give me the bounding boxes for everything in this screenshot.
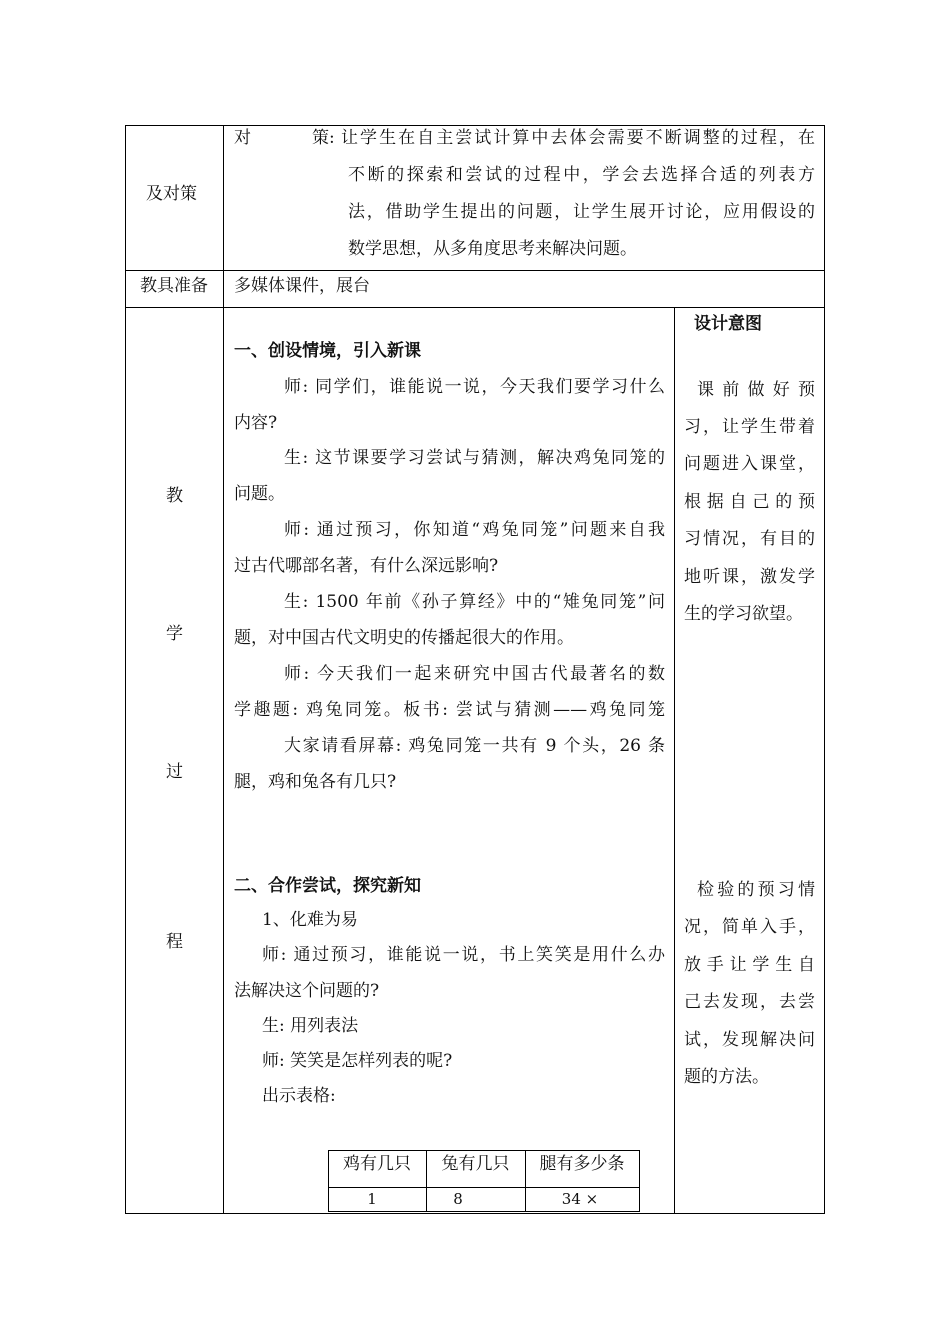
section1-line-3: 生: 这节课要学习尝试与猜测，解决鸡兔同笼的 (284, 448, 665, 468)
section1-line-5: 师: 通过预习，你知道“鸡兔同笼”问题来自我 (284, 520, 665, 540)
section1-line-8: 题，对中国古代文明史的传播起很大的作用。 (234, 628, 574, 648)
label-column-divider (223, 125, 224, 1214)
inner-cell-legs: 34 × (561, 1190, 599, 1208)
design1-line-2: 习，让学生带着 (684, 417, 815, 437)
design2-line-4: 己去发现，去尝 (684, 992, 815, 1012)
section2-line-5: 师: 笑笑是怎样列表的呢? (262, 1051, 453, 1071)
process-label-char-2: 学 (166, 624, 183, 644)
process-label-char-3: 过 (166, 762, 183, 782)
section1-line-6: 过古代哪部名著，有什么深远影响? (234, 556, 499, 576)
section2-line-2: 师: 通过预习，谁能说一说，书上笑笑是用什么办 (262, 945, 665, 965)
label-tools: 教具准备 (140, 276, 208, 296)
design1-line-1: 课 前 做 好 预 (697, 380, 815, 400)
inner-header-rabbit: 兔有几只 (441, 1154, 510, 1174)
section1-line-1: 师: 同学们，谁能说一说，今天我们要学习什么 (284, 377, 665, 397)
design1-line-5: 习情况，有目的 (684, 529, 815, 549)
section1-line-2: 内容? (234, 413, 278, 433)
design2-line-6: 题的方法。 (684, 1067, 769, 1087)
strategy-line-1: 让学生在自主尝试计算中去体会需要不断调整的过程，在 (341, 128, 815, 148)
section2-line-4: 生: 用列表法 (262, 1016, 359, 1036)
section1-line-10: 学趣题: 鸡兔同笼。板书: 尝试与猜测——鸡兔同笼 (234, 700, 665, 720)
tools-value: 多媒体课件，展台 (234, 276, 370, 296)
design2-line-1: 检验的预习情 (697, 880, 815, 900)
inner-table-bottom (328, 1211, 640, 1212)
design2-line-5: 试，发现解决问 (684, 1030, 815, 1050)
section1-title: 一、创设情境，引入新课 (234, 341, 421, 361)
inner-table-top (328, 1150, 640, 1151)
section2-title: 二、合作尝试，探究新知 (234, 876, 421, 896)
row-divider-1 (125, 270, 825, 271)
process-label-char-1: 教 (166, 486, 183, 506)
design1-line-6: 地听课，激发学 (684, 567, 815, 587)
section2-line-1: 1、化难为易 (262, 910, 358, 930)
design1-line-7: 生的学习欲望。 (684, 604, 803, 624)
inner-header-legs: 腿有多少条 (539, 1154, 625, 1174)
section1-line-9: 师: 今天我们一起来研究中国古代最著名的数 (284, 664, 665, 684)
section1-line-7: 生: 1500 年前《孙子算经》中的“雉兔同笼”问 (284, 592, 665, 612)
row-divider-2 (125, 307, 825, 308)
label-strategy: 及对策 (146, 184, 197, 204)
design2-line-2: 况，简单入手， (684, 917, 815, 937)
design2-line-3: 放 手 让 学 生 自 (684, 955, 815, 975)
table-border-bottom (125, 1213, 825, 1214)
strategy-line-4: 数学思想，从多角度思考来解决问题。 (348, 239, 637, 259)
inner-cell-chicken: 1 (367, 1190, 377, 1208)
strategy-line-3: 法，借助学生提出的问题，让学生展开讨论，应用假设的 (348, 202, 815, 222)
strategy-prefix-1: 对 (234, 128, 251, 148)
design1-line-3: 问题进入课堂， (684, 454, 815, 474)
strategy-prefix-2: 策: (312, 128, 335, 148)
inner-table-right (639, 1150, 640, 1212)
table-border-right (824, 125, 825, 1214)
design-column-divider (674, 307, 675, 1214)
section2-line-3: 法解决这个问题的? (234, 981, 380, 1001)
section2-line-6: 出示表格: (262, 1086, 336, 1106)
section1-line-12: 腿，鸡和兔各有几只? (234, 772, 397, 792)
section1-line-4: 问题。 (234, 484, 285, 504)
inner-header-chicken: 鸡有几只 (343, 1154, 411, 1174)
table-border-left (125, 125, 126, 1214)
section1-line-11: 大家请看屏幕: 鸡兔同笼一共有 9 个头，26 条 (284, 736, 665, 756)
strategy-line-2: 不断的探索和尝试的过程中，学会去选择合适的列表方 (348, 165, 815, 185)
process-label-char-4: 程 (166, 932, 183, 952)
inner-cell-rabbit: 8 (453, 1190, 463, 1208)
design-heading: 设计意图 (694, 314, 762, 334)
design1-line-4: 根 据 自 己 的 预 (684, 492, 815, 512)
